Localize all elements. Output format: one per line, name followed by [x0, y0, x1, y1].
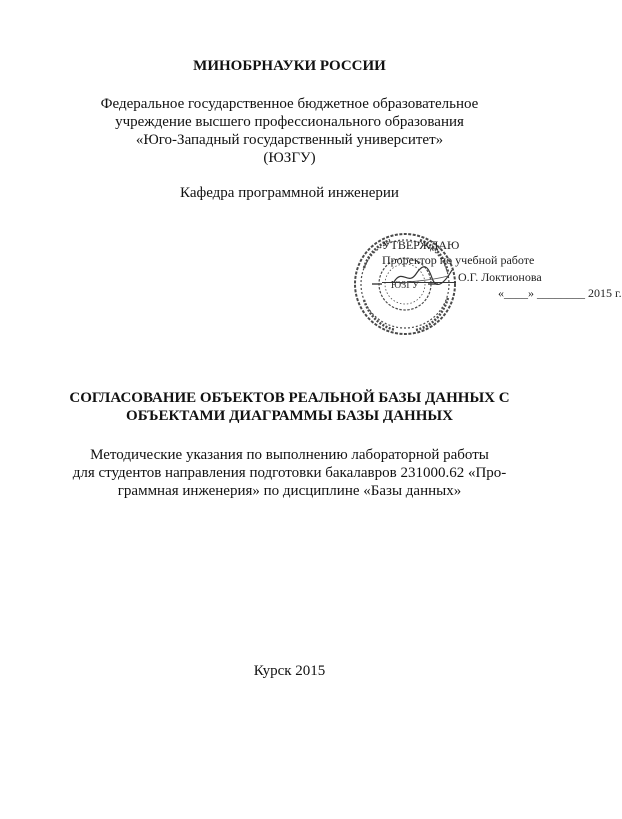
city-year: Курск 2015 — [253, 663, 326, 679]
document-title-line: ОБЪЕКТАМИ ДИАГРАММЫ БАЗЫ ДАННЫХ — [126, 408, 453, 424]
document-subtitle-line: граммная инженерия» по дисциплине «Базы данных» — [117, 483, 462, 499]
organization-line: «Юго-Западный государственный университет» — [135, 132, 444, 148]
document-subtitle-line: Методические указания по выполнению лабораторной работы — [90, 447, 489, 463]
department-name: Кафедра программной инженерии — [180, 185, 399, 201]
approver-name: О.Г. Локтионова — [458, 270, 542, 284]
approval-role: Проректор по учебной работе — [382, 253, 535, 267]
organization-line: Федеральное государственное бюджетное образовательное — [100, 96, 479, 112]
document-subtitle-line: для студентов направления подготовки бакалавров 231000.62 «Про- — [72, 465, 507, 481]
ministry-heading: МИНОБРНАУКИ РОССИИ — [193, 58, 386, 74]
approval-title: УТВЕРЖДАЮ — [382, 238, 460, 252]
organization-abbreviation: (ЮЗГУ) — [263, 150, 316, 166]
handwritten-signature-icon — [392, 264, 454, 288]
svg-text:ЮЗГУ: ЮЗГУ — [390, 280, 420, 291]
approval-date: «____» ________ 2015 г. — [498, 286, 622, 300]
approval-block — [340, 228, 622, 343]
organization-line: учреждение высшего профессионального образования — [115, 114, 464, 130]
document-title-line: СОГЛАСОВАНИЕ ОБЪЕКТОВ РЕАЛЬНОЙ БАЗЫ ДАННЫХ С — [69, 390, 510, 406]
